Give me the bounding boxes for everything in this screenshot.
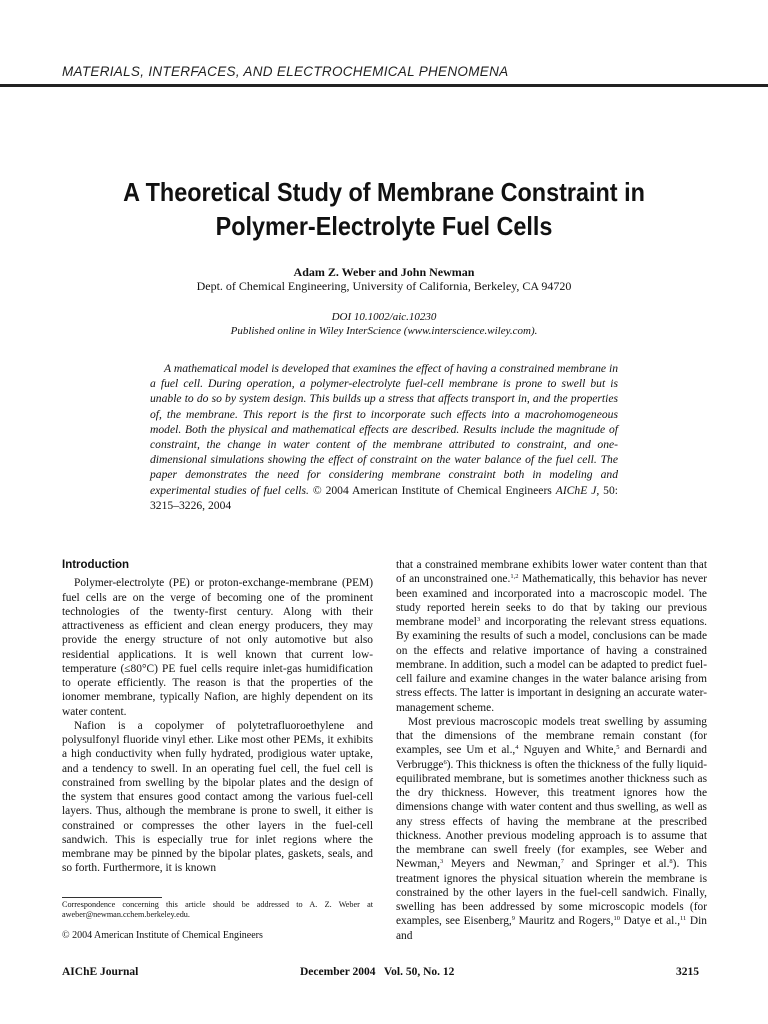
article-title xyxy=(74,175,693,243)
citation-ref: 3 xyxy=(476,616,481,623)
header-rule xyxy=(0,84,768,87)
text-run: Nguyen and White, xyxy=(518,744,617,757)
abstract-journal: AIChE J, xyxy=(555,483,600,497)
text-run: Datye et al., xyxy=(619,915,681,928)
text-run: Mathematically, this behavior has never been examined and incorporated into a macroscopic model. The study reported herein seeks to do that by taking our previous membrane model xyxy=(396,573,707,628)
text-run: Most previous macroscopic models treat swelling by assuming that the dimensions of the membrane remain constant (for examples, see Um et al., xyxy=(396,715,707,757)
abstract-citation: 50: 3215–3226, 2004 xyxy=(150,483,618,512)
text-run: and Springer et al. xyxy=(563,858,670,871)
left-column xyxy=(62,558,373,876)
right-column xyxy=(396,558,707,943)
abstract-text: A mathematical model is developed that examines the effect of having a constrained membrane in a fuel cell. During operation, a polymer-electrolyte fuel-cell membrane is prone to swell but is unable to do so by system design. This builds up a stress that affects transport in, and the properties of, the membrane. This report is the first to incorporate such effects into a macrohomogeneous model. Both the physical and mathematical effects are described. Results include the magnitude of constraint, the change in water content of the membrane attributed to constraint, and one-dimensional simulations showing the effect of constraint on the water balance of the fuel cell. The paper demonstrates the need for considering membrane constraint both in modeling and experimental studies of fuel cells. xyxy=(150,362,618,497)
correspondence-footnote: Correspondence concerning this article should be addressed to A. Z. Weber at aweber@newman.cchem.berkeley.edu. xyxy=(62,900,373,919)
section-heading-introduction: Introduction xyxy=(62,559,130,571)
journal-section-header: MATERIALS, INTERFACES, AND ELECTROCHEMICAL PHENOMENA xyxy=(62,64,509,79)
citation-ref: 5 xyxy=(616,744,620,752)
abstract-copyright: © 2004 American Institute of Chemical Engineers xyxy=(312,483,552,497)
title-line-1: A Theoretical Study of Membrane Constraint in xyxy=(123,177,645,207)
citation-ref: 6 xyxy=(443,758,447,766)
doi: DOI 10.1002/aic.10230 xyxy=(331,311,437,323)
published-online: Published online in Wiley InterScience (www.interscience.wiley.com). xyxy=(230,325,538,337)
affiliation: Dept. of Chemical Engineering, University of California, Berkeley, CA 94720 xyxy=(196,279,572,293)
citation-ref: 10 xyxy=(613,915,620,923)
text-run: ). This treatment ignores the physical situation wherein the membrane is constrained by the other layers in the fuel-cell sandwich. Finally, swelling has been addressed by some microscopic models (for examples, see Eisenberg, xyxy=(396,858,707,928)
text-run: ). This thickness is often the thickness of the fully liquid-equilibrated membrane, but is sometimes another thickness such as the dry thickness. However, this treatment ignores how the dimensions change with water content and thus swelling, as well as any stress effects of having the membrane at the prescribed thickness. Another previous modeling approach is to assume that the membrane can swell freely (for examples, see Weber and Newman, xyxy=(396,758,707,871)
footer-issue: December 2004 Vol. 50, No. 12 xyxy=(300,966,455,978)
footer-journal: AIChE Journal xyxy=(62,966,139,978)
citation-ref: 3 xyxy=(439,858,444,866)
text-run: and Bernardi and Verbrugge xyxy=(396,744,707,771)
footer-page-number: 3215 xyxy=(676,966,699,978)
paragraph: Nafion is a copolymer of polytetrafluoroethylene and polysulfonyl fluoride vinyl ether. Like most other PEMs, it exhibits a high conductivity when fully hydrated, prodigious water uptake, and a tendency to swell. In an operating fuel cell, the fuel cell is constrained from swelling by the bipolar plates and the design of the system that ensures good contact among the various fuel-cell layers. Thus, although the membrane is prone to swell, it either is constrained or compresses the other layers in the fuel-cell sandwich. This is especially true for inlet regions where the membrane may be pinned by the bipolar plates, gaskets, seals, and so forth. Furthermore, it is known xyxy=(62,719,373,875)
paragraph: Polymer-electrolyte (PE) or proton-exchange-membrane (PEM) fuel cells are on the verge of becoming one of the prominent technologies of the twenty-first century. Along with their attractiveness as efficient and clean energy producers, they may provide the energy structure of not only automotive but also residential applications. It is well known that current low-temperature (≤80°C) PE fuel cells require inlet-gas humidification to operate efficiently. The reason is that the properties of the ionomer membrane, typically Nafion, are highly dependent on its water content. xyxy=(62,577,373,718)
text-run: that a constrained membrane exhibits lower water content than that of an unconstrained one. xyxy=(396,559,707,586)
text-run: Mauritz and Rogers, xyxy=(515,915,614,928)
citation-ref: 7 xyxy=(560,858,564,866)
text-run: Meyers and Newman, xyxy=(443,858,561,871)
text-run: Din and xyxy=(396,915,707,942)
paragraph xyxy=(396,558,707,715)
citation-ref: 11 xyxy=(680,915,687,923)
citation-ref: 4 xyxy=(515,744,519,752)
copyright-notice: © 2004 American Institute of Chemical Engineers xyxy=(62,930,263,941)
title-line-2: Polymer-Electrolyte Fuel Cells xyxy=(215,211,553,241)
text-run: and incorporating the relevant stress equations. By examining the results of such a model, conclusions can be made on the effects and relative importance of having a constrained membrane. In addition, such a model can be adapted to predict fuel-cell failure and examine changes in the water balance arising from stress effects. The latter is important in designing an accurate water-management scheme. xyxy=(396,616,707,714)
citation-ref: 9 xyxy=(511,915,516,923)
citation-ref: 8 xyxy=(669,858,673,866)
abstract xyxy=(150,361,618,513)
paragraph xyxy=(396,715,707,943)
authors: Adam Z. Weber and John Newman xyxy=(293,265,475,279)
footnote-rule xyxy=(62,897,162,898)
citation-ref: 1,2 xyxy=(510,573,519,581)
